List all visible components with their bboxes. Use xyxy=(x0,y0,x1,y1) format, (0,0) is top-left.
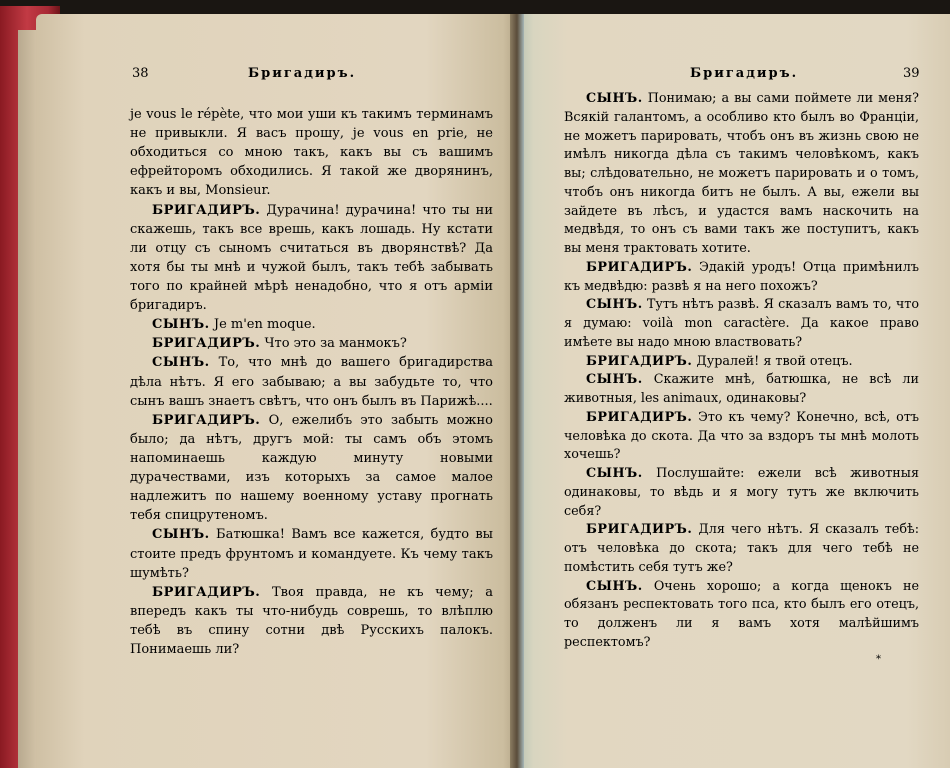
speaker-label: СЫНЪ. xyxy=(586,466,643,481)
paragraph xyxy=(130,105,493,201)
paragraph xyxy=(564,259,919,297)
speech-text: Скажите мнѣ, батюшка, не всѣ ли животныя, les animaux, одинаковы? xyxy=(564,372,919,406)
page-number-right: 39 xyxy=(903,66,920,81)
paragraph xyxy=(564,521,919,577)
speaker-label: СЫНЪ. xyxy=(152,317,210,333)
footer-mark: * xyxy=(876,654,881,665)
paragraph xyxy=(564,296,919,352)
paragraph xyxy=(130,201,493,316)
speech-text: Для чего нѣтъ. Я сказалъ тебѣ: отъ человѣка до скота; такъ для чего тебѣ не помѣстить себя тутъ же? xyxy=(564,522,920,575)
paragraph xyxy=(564,371,919,409)
speech-text: О, ежелибъ это забыть можно было; да нѣтъ, другъ мой: ты самъ объ этомъ напоминаешь каждую минуту новыми дурачествами, изъ которыхъ за самое малое надлежитъ по нашему военному уставу прогнать тебя спицрутеномъ. xyxy=(130,412,493,524)
paragraph xyxy=(564,465,919,521)
paragraph xyxy=(564,578,919,653)
running-head-right: Бригадиръ. xyxy=(690,66,799,81)
speaker-label: БРИГАДИРЪ. xyxy=(586,409,693,425)
speech-text: Очень хорошо; а когда щенокъ не обязанъ респектовать того пса, кто былъ его отецъ, то долженъ ли я вамъ хотя малѣйшимъ респектомъ? xyxy=(564,578,919,650)
speech-text: Что это за манмокъ? xyxy=(264,336,407,352)
speaker-label: СЫНЪ. xyxy=(152,355,210,371)
speaker-label: БРИГАДИРЪ. xyxy=(152,336,261,352)
speaker-label: БРИГАДИРЪ. xyxy=(586,259,693,275)
speaker-label: БРИГАДИРЪ. xyxy=(586,522,693,538)
speech-text: Je m'en moque. xyxy=(213,317,316,333)
paragraph xyxy=(130,353,493,410)
paragraph xyxy=(130,525,493,582)
paragraph xyxy=(130,583,493,659)
left-page-text xyxy=(130,105,493,659)
paragraph xyxy=(130,411,493,526)
speaker-label: СЫНЪ. xyxy=(586,372,643,388)
speech-text: Понимаю; а вы сами поймете ли меня? Всякій галантомъ, а особливо кто былъ во Франціи, не можетъ парировать, чтобъ онъ въ жизнь свою не имѣлъ никогда дѣла съ такимъ человѣкомъ, какъ вы; слѣдовательно, не можетъ парировать и о томъ, чтобъ онъ никогда битъ не былъ. А вы, ежели вы зайдете въ лѣсъ, и удастся вамъ наскочить на медвѣдя, то онъ съ вами такъ же поступитъ, какъ вы меня трактовать хотите. xyxy=(564,91,919,256)
page-number-left: 38 xyxy=(132,66,149,81)
speech-text: Батюшка! Вамъ все кажется, будто вы стоите предъ фрунтомъ и командуете. Къ чему такъ шумѣть? xyxy=(130,527,494,581)
speech-text: Это къ чему? Конечно, всѣ, отъ человѣка до скота. Да что за вздоръ ты мнѣ молоть хочешь? xyxy=(564,409,919,463)
right-page-text xyxy=(564,90,919,653)
speaker-label: СЫНЪ. xyxy=(586,578,643,594)
paragraph xyxy=(564,353,919,372)
book-gutter xyxy=(510,14,524,768)
speaker-label: БРИГАДИРЪ. xyxy=(152,584,261,600)
speaker-label: СЫНЪ. xyxy=(586,91,643,106)
speaker-label: СЫНЪ. xyxy=(586,297,643,313)
running-head-left: Бригадиръ. xyxy=(248,66,357,81)
speech-text: Дурачина! дурачина! что ты ни скажешь, такъ все врешь, какъ лошадь. Ну кстати ли отцу съ сыномъ считаться въ дворянствѣ? Да хотя бы ты мнѣ и чужой былъ, такъ тебѣ забывать того по крайней мѣрѣ ненадобно, что я отъ арміи бригадиръ. xyxy=(130,202,493,314)
paragraph xyxy=(564,90,919,259)
speech-text: Твоя правда, не къ чему; а впередъ какъ ты что-нибудь соврешь, то влѣплю тебѣ въ спину сотни двѣ Русскихъ палокъ. Понимаешь ли? xyxy=(130,584,493,658)
speaker-label: БРИГАДИРЪ. xyxy=(152,202,261,218)
speech-text: Дуралей! я твой отецъ. xyxy=(696,353,853,369)
paragraph xyxy=(564,409,919,465)
speech-text: То, что мнѣ до вашего бригадирства дѣла нѣтъ. Я его забываю; а вы забудьте то, что сынъ вашъ знаетъ свѣтъ, что онъ былъ въ Парижѣ.... xyxy=(130,355,493,409)
speech-text: Эдакій уродъ! Отца примѣнилъ къ медвѣдю: развѣ я на него похожъ? xyxy=(564,259,919,294)
speech-text: Тутъ нѣтъ развѣ. Я сказалъ вамъ то, что я думаю: voilà mon caractère. Да какое право имѣете вы надо мною властвовать? xyxy=(564,297,919,350)
speech-text: Послушайте: ежели всѣ животныя одинаковы, то вѣдь и я могу тутъ же включить себя? xyxy=(564,466,919,519)
paragraph xyxy=(130,334,493,353)
speaker-label: БРИГАДИРЪ. xyxy=(152,412,261,428)
speaker-label: СЫНЪ. xyxy=(152,527,210,543)
speaker-label: БРИГАДИРЪ. xyxy=(586,353,693,369)
paragraph xyxy=(130,315,493,334)
speech-text: je vous le répète, что мои уши къ такимъ терминамъ не привыкли. Я васъ прошу, je vous en prie, не обходиться со мною такъ, какъ вы съ вашимъ ефрейторомъ обходились. Я такой же дворянинъ, какъ и вы, Monsieur. xyxy=(130,107,493,199)
